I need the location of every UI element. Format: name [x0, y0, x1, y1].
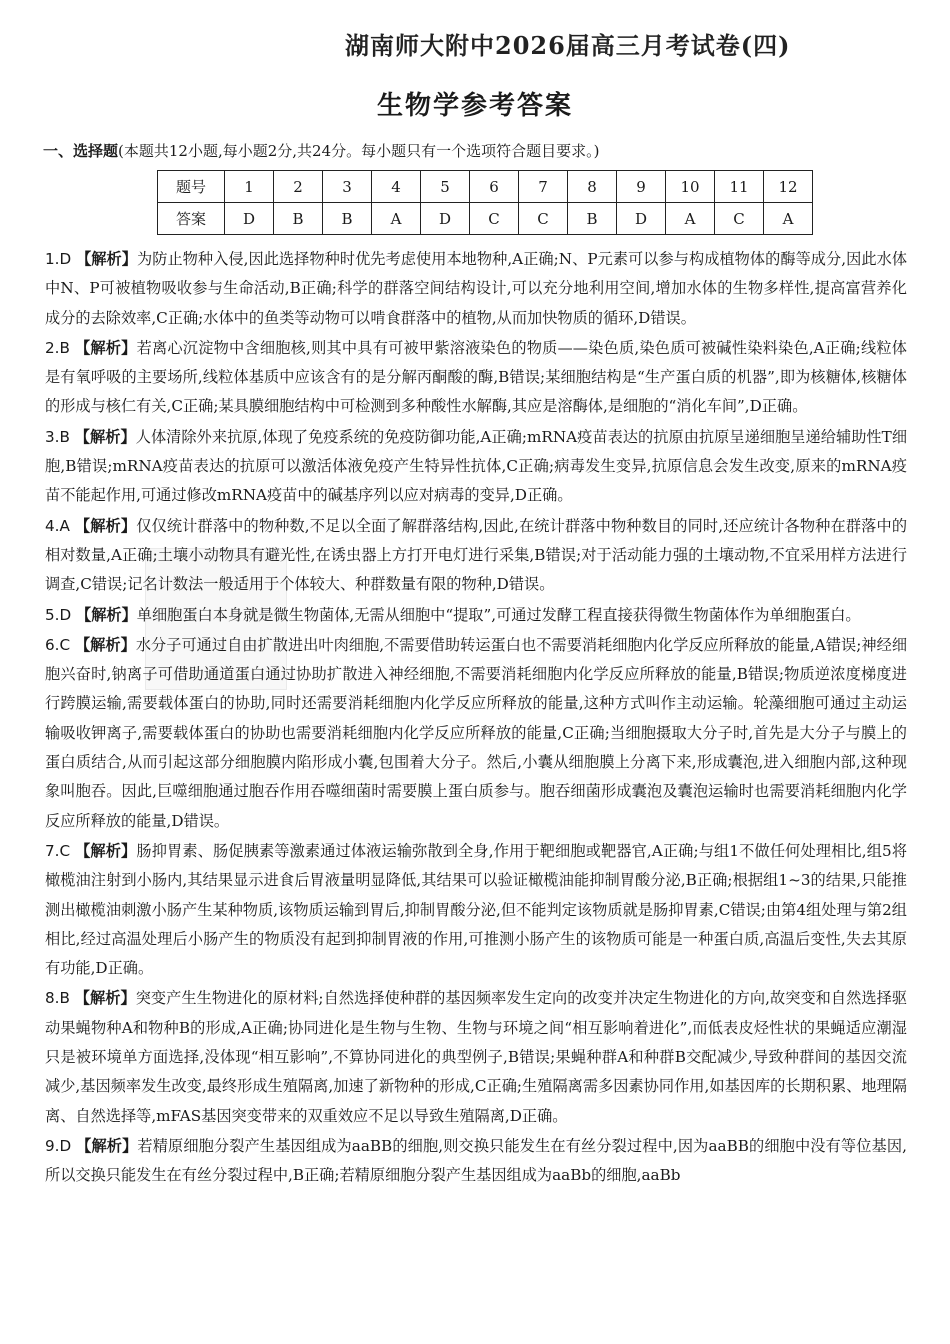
- explanation-item: [45, 837, 907, 983]
- answer-cell: A: [372, 203, 421, 235]
- item-tag: 【解析】: [74, 989, 136, 1008]
- answer-cell: C: [519, 203, 568, 235]
- explanation-item: [45, 334, 907, 422]
- section-note: (本题共12小题,每小题2分,共24分。每小题只有一个选项符合题目要求。): [118, 142, 600, 160]
- answer-cell: D: [617, 203, 666, 235]
- item-tag: 【解析】: [74, 427, 136, 446]
- item-number: 3.B: [45, 427, 70, 446]
- answer-table-row-answers: [158, 203, 813, 235]
- section-title: 一、选择题: [43, 142, 119, 160]
- answer-cell: A: [666, 203, 715, 235]
- question-number: 9: [617, 171, 666, 203]
- top-header-cut: 湖南师大附中2026届高三月考试卷(四): [345, 31, 791, 60]
- answer-table: [157, 170, 813, 235]
- answer-cell: A: [764, 203, 813, 235]
- explanation-item: [45, 631, 907, 836]
- item-text: 肠抑胃素、肠促胰素等激素通过体液运输弥散到全身,作用于靶细胞或靶器官,A正确;与组1不做任何处理相比,组5将橄榄油注射到小肠内,其结果显示进食后胃液量明显降低,其结果可以验证橄榄油能抑制胃酸分泌,B正确;根据组1~3的结果,只能推测出橄榄油刺激小肠产生某种物质,该物质运输到胃后,抑制胃酸分泌,但不能判定该物质就是肠抑胃素,C错误;由第4组处理与第2组相比,经过高温处理后小肠产生的物质没有起到抑制胃液的作用,可推测小肠产生的该物质可能是一种蛋白质,高温后变性,失去其原有功能,D正确。: [45, 841, 908, 978]
- answer-cell: D: [225, 203, 274, 235]
- question-number: 12: [764, 171, 813, 203]
- question-number: 5: [421, 171, 470, 203]
- question-number: 10: [666, 171, 715, 203]
- item-number: 1.D: [45, 250, 72, 268]
- item-tag: 【解析】: [74, 338, 137, 357]
- item-tag: 【解析】: [74, 635, 136, 654]
- row-label-answer: 答案: [158, 203, 225, 235]
- answer-cell: C: [470, 203, 519, 235]
- answer-table-row-numbers: [158, 171, 813, 203]
- item-text: 突变产生生物进化的原材料;自然选择使种群的基因频率发生定向的改变并决定生物进化的方向,故突变和自然选择驱动果蝇物种A和物种B的形成,A正确;协同进化是生物与生物、生物与环境之间“相互影响着进化”,而低表皮烃性状的果蝇适应潮湿只是被环境单方面选择,没体现“相互影响”,不算协同进化的典型例子,B错误;果蝇种群A和种群B交配减少,导致种群间的基因交流减少,基因频率发生改变,最终形成生殖隔离,加速了新物种的形成,C正确;生殖隔离需多因素协同作用,如基因库的长期积累、地理隔离、自然选择等,mFAS基因突变带来的双重效应不足以导致生殖隔离,D正确。: [45, 989, 908, 1125]
- answer-cell: B: [568, 203, 617, 235]
- question-number: 11: [715, 171, 764, 203]
- page-title: 生物学参考答案: [376, 91, 573, 121]
- item-number: 2.B: [45, 338, 70, 357]
- section-heading: [43, 140, 599, 161]
- item-number: 8.B: [45, 989, 70, 1008]
- answer-cell: B: [274, 203, 323, 235]
- question-number: 6: [470, 171, 519, 203]
- question-number: 7: [519, 171, 568, 203]
- item-text: 人体清除外来抗原,体现了免疫系统的免疫防御功能,A正确;mRNA疫苗表达的抗原由抗原呈递细胞呈递给辅助性T细胞,B错误;mRNA疫苗表达的抗原可以激活体液免疫产生特异性抗体,C正确;病毒发生变异,抗原信息会发生改变,原来的mRNA疫苗不能起作用,可通过修改mRNA疫苗中的碱基序列以应对病毒的变异,D正确。: [45, 427, 908, 505]
- item-number: 4.A: [45, 516, 70, 535]
- explanation-item: [45, 601, 907, 630]
- explanation-item: [45, 245, 907, 333]
- item-text: 单细胞蛋白本身就是微生物菌体,无需从细胞中“提取”,可通过发酵工程直接获得微生物菌体作为单细胞蛋白。: [136, 605, 861, 624]
- explanation-list: [45, 245, 907, 1192]
- item-text: 若离心沉淀物中含细胞核,则其中具有可被甲紫溶液染色的物质——染色质,染色质可被碱性染料染色,A正确;线粒体是有氧呼吸的主要场所,线粒体基质中应该含有的是分解丙酮酸的酶,B错误;某细胞结构是“生产蛋白质的机器”,即为核糖体,核糖体的形成与核仁有关,C正确;某具膜细胞结构中可检测到多种酸性水解酶,其应是溶酶体,是细胞的“消化车间”,D正确。: [45, 338, 907, 416]
- item-tag: 【解析】: [76, 250, 137, 268]
- item-text: 为防止物种入侵,因此选择物种时优先考虑使用本地物种,A正确;N、P元素可以参与构成植物体的酶等成分,因此水体中N、P可被植物吸收参与生命活动,B正确;科学的群落空间结构设计,可以充分地利用空间,增加水体的生物多样性,提高富营养化成分的去除效率,C正确;水体中的鱼类等动物可以啃食群落中的植物,从而加快物质的循环,D错误。: [45, 250, 908, 327]
- answer-cell: C: [715, 203, 764, 235]
- item-tag: 【解析】: [76, 1136, 138, 1155]
- question-number: 2: [274, 171, 323, 203]
- row-label-number: 题号: [158, 171, 225, 203]
- item-number: 9.D: [45, 1136, 72, 1155]
- answer-cell: B: [323, 203, 372, 235]
- question-number: 8: [568, 171, 617, 203]
- answer-cell: D: [421, 203, 470, 235]
- item-tag: 【解析】: [74, 516, 137, 535]
- item-number: 5.D: [45, 605, 72, 624]
- item-text: 仅仅统计群落中的物种数,不足以全面了解群落结构,因此,在统计群落中物种数目的同时,还应统计各物种在群落中的相对数量,A正确;土壤小动物具有避光性,在诱虫器上方打开电灯进行采集,B错误;对于活动能力强的土壤动物,不宜采用样方法进行调查,C错误;记名计数法一般适用于个体较大、种群数量有限的物种,D错误。: [45, 516, 908, 594]
- item-number: 6.C: [45, 635, 71, 654]
- question-number: 3: [323, 171, 372, 203]
- item-text: 水分子可通过自由扩散进出叶肉细胞,不需要借助转运蛋白也不需要消耗细胞内化学反应所释放的能量,A错误;神经细胞兴奋时,钠离子可借助通道蛋白通过协助扩散进入神经细胞,不需要消耗细胞内化学反应所释放的能量,B错误;物质逆浓度梯度进行跨膜运输,需要载体蛋白的协助,同时还需要消耗细胞内化学反应所释放的能量,这种方式叫作主动运输。轮藻细胞可通过主动运输吸收钾离子,需要载体蛋白的协助也需要消耗细胞内化学反应所释放的能量,C正确;当细胞摄取大分子时,首先是大分子与膜上的蛋白质结合,从而引起这部分细胞膜内陷形成小囊,包围着大分子。然后,小囊从细胞膜上分离下来,形成囊泡,进入细胞内部,这种现象叫胞吞。因此,巨噬细胞通过胞吞作用吞噬细菌时需要膜上蛋白质参与。胞吞细菌形成囊泡及囊泡运输时也需要消耗细胞内化学反应所释放的能量,D错误。: [45, 635, 908, 830]
- item-tag: 【解析】: [75, 841, 137, 860]
- explanation-item: [45, 423, 907, 511]
- explanation-item: [45, 512, 907, 600]
- explanation-item: [45, 1132, 907, 1191]
- item-number: 7.C: [45, 841, 71, 860]
- explanation-item: [45, 984, 907, 1130]
- item-text: 若精原细胞分裂产生基因组成为aaBB的细胞,则交换只能发生在有丝分裂过程中,因为aaBB的细胞中没有等位基因,所以交换只能发生在有丝分裂过程中,B正确;若精原细胞分裂产生基因组成为aaBb的细胞,aaBb: [45, 1136, 907, 1185]
- question-number: 4: [372, 171, 421, 203]
- question-number: 1: [225, 171, 274, 203]
- item-tag: 【解析】: [76, 605, 137, 624]
